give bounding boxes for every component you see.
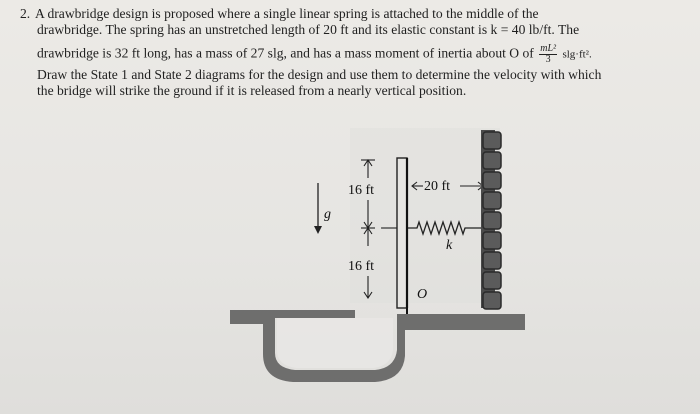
moat-interior — [277, 318, 393, 368]
problem-number: 2. — [20, 6, 31, 21]
lower-length-label: 16 ft — [348, 259, 375, 274]
pivot-label: O — [417, 287, 428, 302]
drawbridge-diagram — [225, 118, 530, 388]
drawbridge-svg — [225, 118, 530, 388]
upper-length-label: 16 ft — [348, 183, 375, 198]
problem-line-5: the bridge will strike the ground if it is released from a nearly vertical position. — [37, 83, 467, 98]
problem-line-3: drawbridge is 32 ft long, has a mass of 27 slg, and has a mass moment of inertia about O of $\frac{\text{mL²}}{3}$ slg·ft². — [37, 43, 592, 65]
drawbridge-beam — [397, 158, 407, 308]
spring-constant-label: k — [446, 238, 453, 253]
castle-wall — [481, 130, 501, 309]
problem-line-2: drawbridge. The spring has an unstretched length of 20 ft and its elastic constant is k = 40 lb/ft. The — [37, 22, 580, 37]
inertia-fraction: $\frac{\text{mL²}}{3}$ — [540, 43, 557, 65]
gravity-arrow — [314, 183, 322, 234]
problem-line-1: 2. A drawbridge design is proposed where a single linear spring is attached to the middle of the — [20, 6, 539, 21]
gravity-label: g — [324, 207, 331, 222]
diagram-shading — [350, 128, 500, 303]
spring-length-label: 20 ft — [424, 179, 451, 194]
problem-line-4: Draw the State 1 and State 2 diagrams for the design and use them to determine the velocity with which — [37, 67, 602, 82]
problem-statement — [20, 6, 695, 99]
